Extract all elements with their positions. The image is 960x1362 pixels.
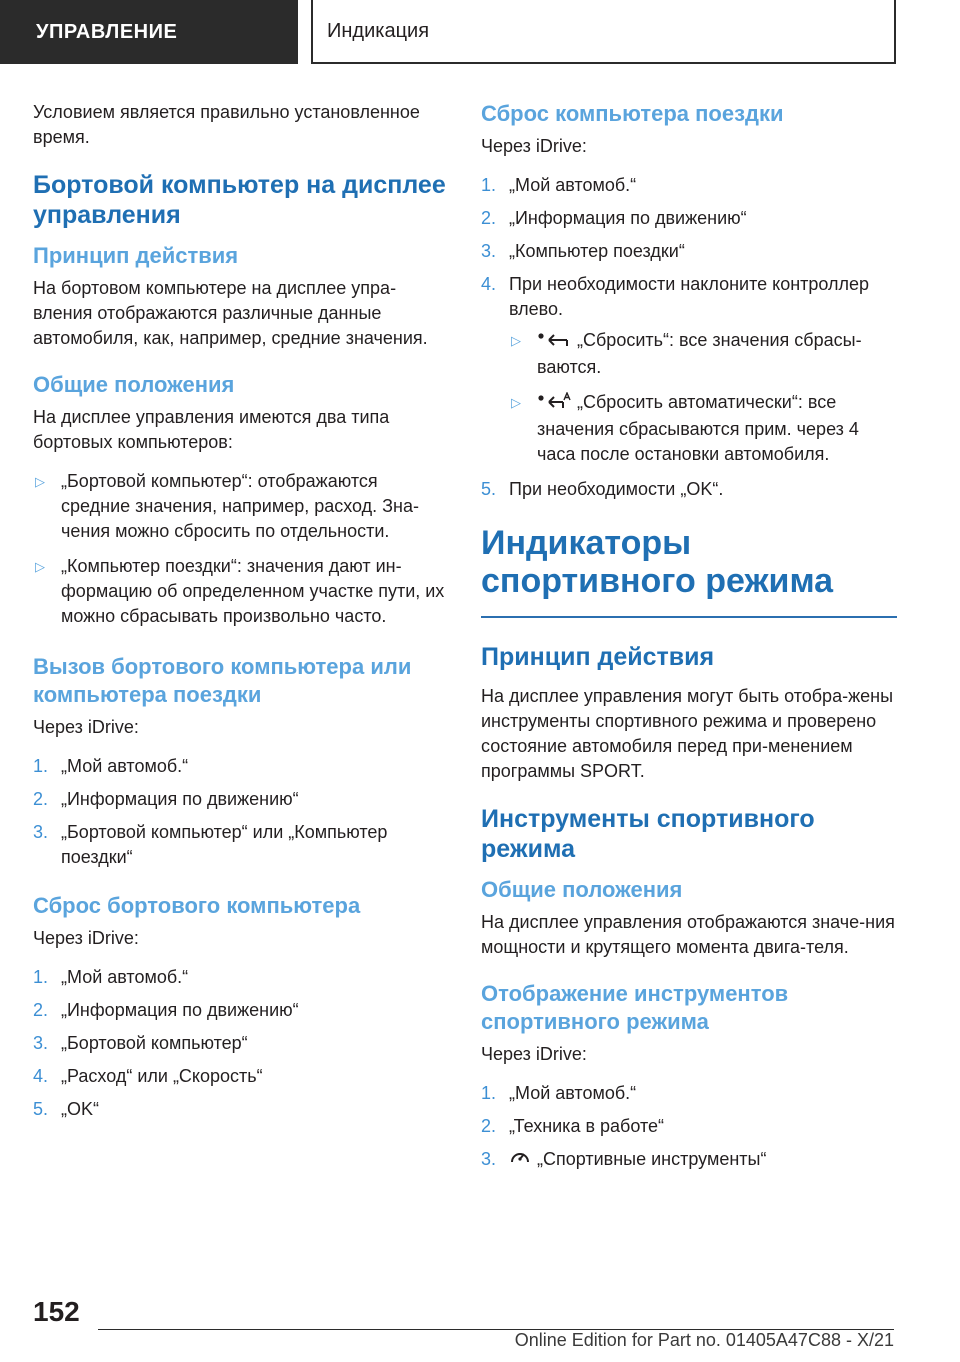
bullet-triangle-icon: ▷ (35, 474, 45, 489)
trip-reset-options (509, 328, 897, 467)
list-item: 2. „Информация по движению“ (33, 789, 299, 809)
general-text: На дисплее управления имеются два типа бортовых компьютеров: (33, 407, 390, 452)
call-via-text: Через iDrive: (33, 717, 139, 737)
header-section-tab (0, 0, 298, 64)
list-item: 2. „Информация по движению“ (33, 1000, 299, 1020)
sport-principle-text: На дисплее управления могут быть отобра-жены инструменты спортивного режима и проверено состояние автомобиля перед при-менением программы SPORT. (481, 686, 894, 781)
edition-text: Online Edition for Part no. 01405A47C88 - X/21 (514, 1330, 894, 1350)
list-item: ▷ „Бортовой компьютер“: отображаются средние значения, например, расход. Зна-чения можно сбросить по отдельности. (35, 471, 419, 541)
right-column (481, 100, 897, 1196)
sport-display-via-text: Через iDrive: (481, 1044, 587, 1064)
bullet-triangle-icon: ▷ (511, 333, 521, 348)
list-item: 5. „OK“ (33, 1099, 99, 1119)
sport-display-steps-list (481, 1081, 897, 1174)
sport-general-heading: Общие положения (481, 877, 683, 902)
sport-principle-heading: Принцип действия (481, 643, 715, 671)
computer-types-list (33, 469, 451, 629)
trip-reset-heading: Сброс компьютера поездки (481, 101, 784, 126)
list-item: 4. „Расход“ или „Скорость“ (33, 1066, 263, 1086)
list-item: 3. „Бортовой компьютер“ (33, 1033, 248, 1053)
onboard-computer-heading: Бортовой компьютер на дисплее управления (33, 171, 446, 229)
principle-text: На бортовом компьютере на дисплее упра-вления отображаются различные данные автомобиля, как, например, средние значения. (33, 278, 428, 348)
reset-icon (537, 330, 571, 355)
list-item: 2. „Техника в работе“ (481, 1116, 665, 1136)
call-computer-heading: Вызов бортового компьютера или компьютера поездки (33, 654, 412, 707)
general-heading: Общие положения (33, 372, 235, 397)
trip-via-text: Через iDrive: (481, 136, 587, 156)
header-chapter-box (311, 0, 896, 64)
list-item: 2. „Информация по движению“ (481, 208, 747, 228)
sport-displays-heading: Индикаторы спортивного режима (481, 524, 834, 600)
list-item: ▷ „Компьютер поездки“: значения дают ин-формацию об определенном участке пути, их можно сбрасывать произвольно часто. (35, 556, 445, 626)
trip-steps-list (481, 173, 897, 502)
sport-gauge-icon (509, 1147, 531, 1174)
left-column (33, 100, 451, 1144)
intro-text: Условием является правильно установленное время. (33, 102, 420, 147)
heading-divider (481, 616, 897, 618)
list-item: ▷ „Сбросить“: все значения сбрасы-ваются. (511, 330, 862, 377)
list-item: 3. „Бортовой компьютер“ или „Компьютер поездки“ (33, 822, 388, 867)
sport-display-heading: Отображение инструментов спортивного режима (481, 981, 789, 1034)
header-chapter-label: Индикация (327, 19, 430, 42)
list-item: 3. „Спортивные инструменты“ (481, 1147, 897, 1174)
auto-reset-icon (537, 392, 571, 417)
principle-heading: Принцип действия (33, 243, 239, 268)
call-steps-list (33, 754, 451, 870)
list-item: 1. „Мой автомоб.“ (33, 756, 189, 776)
list-item: 1. „Мой автомоб.“ (481, 1083, 637, 1103)
sport-tools-heading: Инструменты спортивного режима (481, 805, 815, 863)
reset-via-text: Через iDrive: (33, 928, 139, 948)
bullet-triangle-icon: ▷ (35, 559, 45, 574)
header-section-label: УПРАВЛЕНИЕ (36, 20, 178, 43)
page-number: 152 (33, 1296, 80, 1327)
list-item: 3. „Компьютер поездки“ (481, 241, 685, 261)
list-item: ▷ „Сбросить автоматически“: все значения сбрасываются прим. через 4 часа после остановки автомобиля. (511, 392, 859, 464)
list-item: 4. При необходимости наклоните контроллер влево. ▷ „Сбросить“: все значения сбрасы-ваются. ▷ „Сбросить автоматически“: все значения сбрасываются прим. через 4 часа после остановки автомобиля. (481, 272, 897, 467)
list-item: 5. При необходимости „OK“. (481, 479, 724, 499)
list-item: 1. „Мой автомоб.“ (33, 967, 189, 987)
sport-general-text: На дисплее управления отображаются значе-ния мощности и крутящего момента двига-теля. (481, 912, 895, 957)
bullet-triangle-icon: ▷ (511, 395, 521, 410)
reset-computer-heading: Сброс бортового компьютера (33, 893, 361, 918)
reset-steps-list (33, 965, 451, 1122)
list-item: 1. „Мой автомоб.“ (481, 175, 637, 195)
